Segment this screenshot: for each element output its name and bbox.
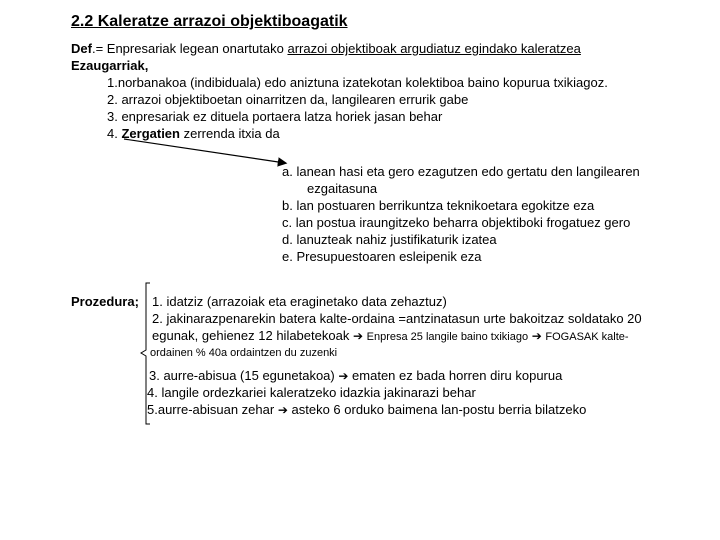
procedure-step-2-note2: FOGASAK kalte-: [545, 331, 629, 343]
reason-item-b: b. lan postuaren berrikuntza teknikoetara egokitze eza: [282, 198, 595, 213]
procedure-step-5-text: 5.aurre-abisuan zehar: [147, 402, 275, 417]
feature-item-2: 2. arrazoi objektiboetan oinarritzen da, langilearen errurik gabe: [107, 92, 469, 107]
arrow-right-icon: ➔: [277, 403, 288, 417]
feature-item-3: 3. enpresariak ez dituela portaera latza horiek jasan behar: [107, 109, 443, 124]
arrow-right-icon: ➔: [338, 369, 349, 383]
definition-text: Enpresariak legean onartutako: [106, 41, 288, 56]
procedure-step-2-text: egunak, gehienez 12 hilabetekoak: [152, 328, 350, 343]
procedure-step-3-text: 3. aurre-abisua (15 egunetakoa): [149, 368, 335, 383]
procedure-label: Prozedura;: [71, 294, 139, 309]
page-title: 2.2 Kaleratze arrazoi objektiboagatik: [71, 13, 348, 30]
features-heading: Ezaugarriak,: [71, 58, 149, 73]
procedure-step-1: 1. idatziz (arrazoiak eta eraginetako data zehaztuz): [152, 294, 447, 309]
procedure-step-4: 4. langile ordezkariei kaleratzeko idazkia jakinarazi behar: [147, 385, 476, 400]
procedure-step-2-note1: Enpresa 25 langile baino txikiago: [366, 331, 529, 343]
reason-item-c: c. lan postua iraungitzeko beharra objektiboki frogatuez gero: [282, 215, 631, 230]
feature-item-4-keyword: Zergatien: [121, 126, 180, 141]
definition-label: Def: [71, 41, 92, 56]
arrow-right-icon: ➔: [531, 329, 542, 343]
procedure-step-3: [149, 367, 562, 385]
reason-item-e: e. Presupuestoaren esleipenik eza: [282, 249, 482, 264]
feature-item-4-prefix: 4.: [107, 126, 122, 141]
feature-item-4-rest: zerrenda itxia da: [179, 126, 280, 141]
feature-item-1: 1.norbanakoa (indibiduala) edo aniztuna izatekotan kolektiboa baino kopurua txikiagoz.: [107, 75, 608, 90]
reason-item-a-cont: ezgaitasuna: [307, 181, 378, 196]
procedure-step-2-line1: 2. jakinarazpenarekin batera kalte-ordaina =antzinatasun urte bakoitzaz soldatako 20: [152, 311, 642, 326]
procedure-step-5: [147, 401, 586, 419]
reason-item-d: d. lanuzteak nahiz justifikaturik izatea: [282, 232, 497, 247]
definition-underlined-text: arrazoi objektiboak argudiatuz egindako kaleratzea: [287, 41, 581, 56]
arrow-right-icon: ➔: [352, 329, 364, 343]
procedure-step-2-line2: [152, 327, 629, 346]
definition-separator: .=: [91, 41, 107, 56]
procedure-step-3-after: ematen ez bada horren diru kopurua: [352, 368, 563, 383]
procedure-step-5-after: asteko 6 orduko baimena lan-postu berria bilatzeko: [291, 402, 587, 417]
procedure-step-2-note3: ordainen % 40a ordaintzen du zuzenki: [150, 347, 338, 359]
reason-item-a: a. lanean hasi eta gero ezagutzen edo gertatu den langilearen: [282, 164, 640, 179]
